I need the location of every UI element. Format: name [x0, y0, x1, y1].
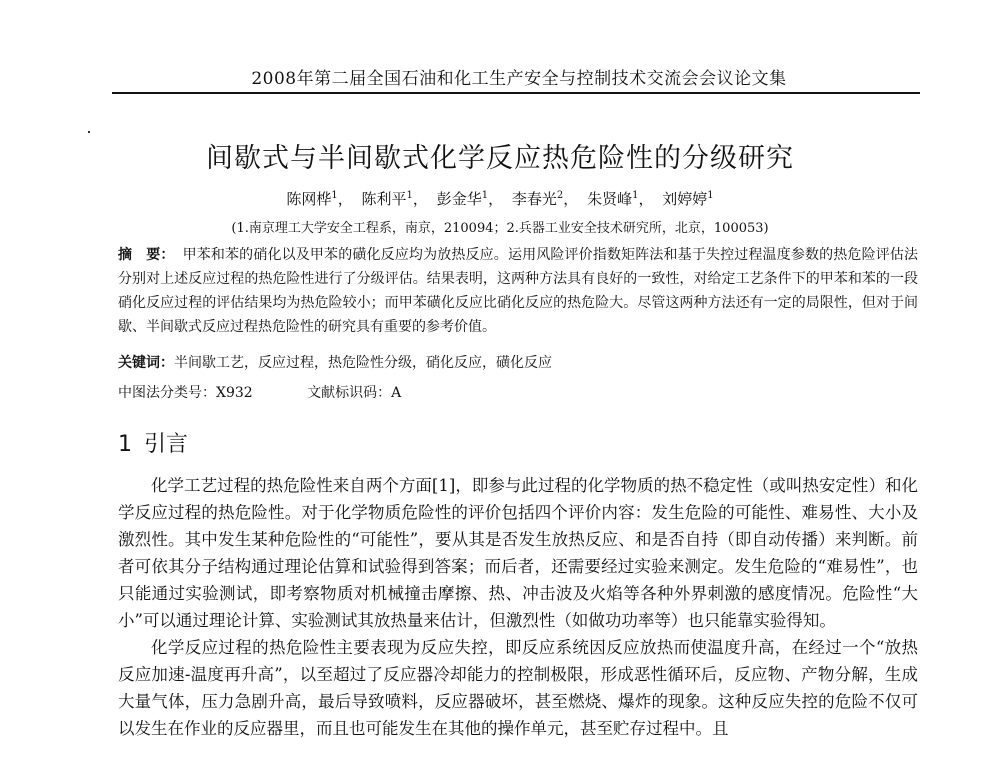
classification: [118, 382, 918, 402]
author: 陈利平$^1$，: [361, 190, 428, 208]
header-rule: [112, 92, 920, 94]
section-number: 1: [118, 432, 132, 457]
author: 朱贤峰$^1$，: [587, 190, 654, 208]
keywords-text: 半间歇工艺，反应过程，热危险性分级，硝化反应，磺化反应: [174, 355, 552, 371]
abstract-text: 甲苯和苯的硝化以及甲苯的磺化反应均为放热反应。运用风险评价指数矩阵法和基于失控过程温度参数的热危险评估法分别对上述反应过程的热危险性进行了分级评估。结果表明，这两种方法具有良好的一致性，对给定工艺条件下的甲苯和苯的一段硝化反应过程的评估结果均为热危险较小；而甲苯磺化反应比硝化反应的热危险大。尽管这两种方法还有一定的局限性，但对于间歇、半间歇式反应过程热危险性的研究具有重要的参考价值。: [118, 247, 919, 335]
author: 彭金华$^1$，: [436, 190, 504, 208]
section-heading: [118, 427, 188, 458]
author: 刘婷婷$^1$: [662, 190, 714, 208]
scan-speck: [88, 131, 90, 133]
keywords-label: 关键词：: [118, 355, 174, 371]
section-body: [118, 472, 918, 742]
doccode-label: 文献标识码：: [307, 385, 392, 401]
paragraph: 化学反应过程的热危险性主要表现为反应失控，即反应系统因反应放热而使温度升高，在经过一个“放热反应加速-温度再升高”，以至超过了反应器冷却能力的控制极限，形成恶性循环后，反应物、产物分解，生成大量气体，压力急剧升高，最后导致喷料，反应器破坏，甚至燃烧、爆炸的现象。这种反应失控的危险不仅可以发生在作业的反应器里，而且也可能发生在其他的操作单元，甚至贮存过程中。且: [118, 638, 918, 738]
abstract: [118, 243, 918, 339]
keywords: [118, 352, 918, 372]
affiliation: (1.南京理工大学安全工程系，南京，210094；2.兵器工业安全技术研究所，北京，100053): [231, 221, 769, 236]
paragraph: 化学工艺过程的热危险性来自两个方面[1]，即参与此过程的化学物质的热不稳定性（或叫热安定性）和化学反应过程的热危险性。对于化学物质危险性的评价包括四个评价内容：发生危险的可能性、难易性、大小及激烈性。其中发生某种危险性的“可能性”，要从其是否发生放热反应、和是否自持（即自动传播）来判断。前者可依其分子结构通过理论估算和试验得到答案；而后者，还需要经过实验来测定。发生危险的“难易性”，也只能通过实验测试，即考察物质对机械撞击摩擦、热、冲击波及火焰等各种外界刺激的感度情况。危险性“大小”可以通过理论计算、实验测试其放热量来估计，但激烈性（如做功功率等）也只能靠实验得知。: [118, 476, 918, 630]
clc-label: 中图法分类号：: [118, 385, 216, 401]
running-head: 2008年第二届全国石油和化工生产安全与控制技术交流会会议论文集: [251, 69, 787, 89]
author-list: [0, 188, 1000, 209]
doccode-value: A: [391, 385, 402, 401]
paper-title: 间歇式与半间歇式化学反应热危险性的分级研究: [206, 143, 794, 174]
author: 李春光$^2$，: [511, 190, 579, 208]
clc-value: X932: [216, 385, 253, 401]
section-title: 引言: [144, 432, 189, 457]
abstract-label: 摘 要：: [118, 247, 175, 263]
author: 陈网桦$^1$，: [286, 190, 353, 208]
